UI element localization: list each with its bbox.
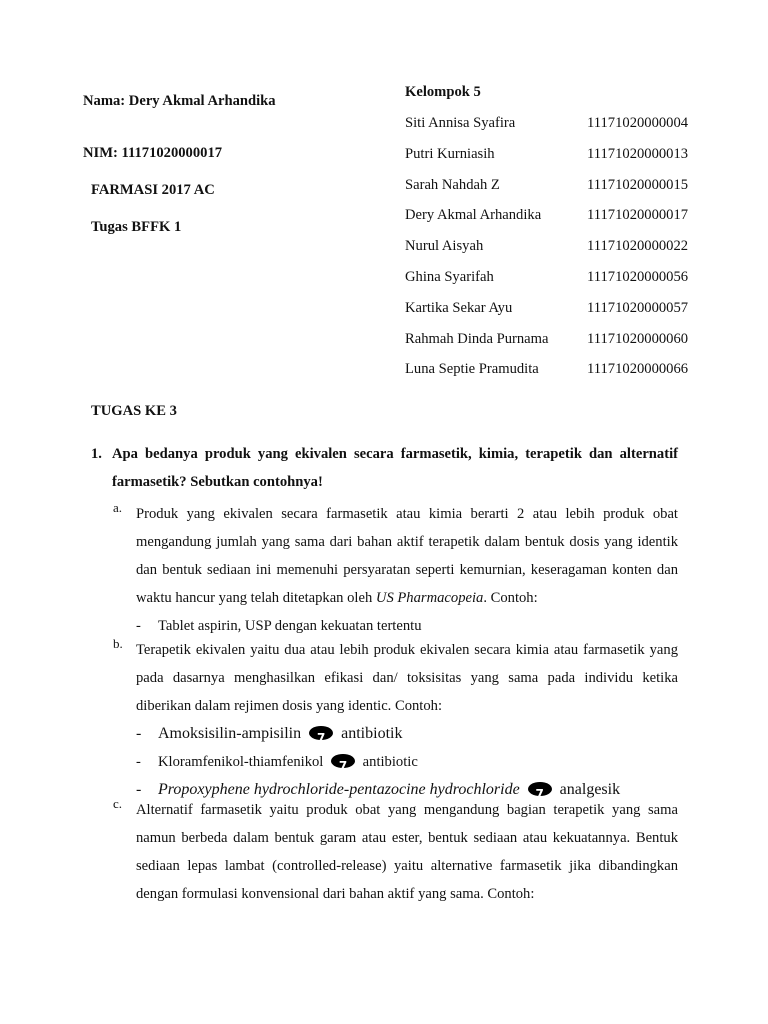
table-row [405, 146, 705, 177]
answer-item-a [113, 500, 678, 640]
item-a-text: Produk yang ekivalen secara farmasetik atau kimia berarti 2 atau lebih produk obat mengandung jumlah yang sama dari bahan aktif terapetik dalam bentuk dosis yang identik dan bentuk sediaan ini memenuhi persyaratan seperti kemurnian, keseragaman konten dan waktu hancur yang telah ditetapkan oleh US Pharmacopeia. Contoh: [136, 506, 678, 606]
task-label: Tugas BFFK 1 [91, 219, 182, 235]
member-name: Luna Septie Pramudita [405, 361, 539, 378]
question-number: 1. [91, 446, 102, 462]
member-nim: 11171020000022 [587, 238, 689, 255]
item-c-text: Alternatif farmasetik yaitu produk obat yang mengandung bagian terapetik yang sama namun berbeda dalam bentuk garam atau ester, bentuk sediaan atau kekuatannya. Bentuk sediaan lepas lambat (controlled-release) yaitu alternative farmasetik jika dibandingkan dengan formulasi konvensional dari bahan aktif yang sama. Contoh: [136, 802, 678, 902]
drug-effect: antibiotic [362, 754, 418, 770]
group-member-table [405, 115, 705, 392]
drug-effect: antibiotik [341, 725, 403, 742]
member-nim: 11171020000057 [587, 299, 689, 316]
item-letter: c. [113, 796, 123, 811]
drug-pair: Propoxyphene hydrochloride-pentazocine hydrochloride [158, 781, 520, 798]
member-name: Dery Akmal Arhandika [405, 207, 542, 224]
table-row [405, 207, 705, 238]
member-name: Ghina Syarifah [405, 268, 494, 285]
member-nim: 11171020000060 [587, 330, 689, 347]
question-1 [91, 440, 678, 496]
member-name: Kartika Sekar Ayu [405, 299, 513, 316]
item-letter: a. [113, 500, 123, 515]
member-nim: 11171020000056 [587, 268, 689, 285]
table-row [405, 177, 705, 208]
member-nim: 11171020000004 [587, 115, 689, 131]
list-item: - Amoksisilin-ampisilin 7 antibiotik [136, 720, 678, 748]
table-row [405, 300, 705, 331]
program-label: FARMASI 2017 AC [91, 182, 215, 198]
member-name: Rahmah Dinda Purnama [405, 330, 549, 347]
group-title: Kelompok 5 [405, 84, 481, 100]
arrow-icon [331, 754, 355, 768]
arrow-icon [309, 726, 333, 740]
list-item: - Tablet aspirin, USP dengan kekuatan tertentu [136, 618, 422, 634]
drug-pair: Kloramfenikol-thiamfenikol [158, 754, 324, 770]
item-b-text: Terapetik ekivalen yaitu dua atau lebih produk ekivalen secara kimia atau farmasetik yang pada dasarnya menghasilkan efikasi dan/ toksisitas yang sama pada individu ketika diberikan dalam rejimen dosis yang identic. Contoh: [136, 642, 678, 714]
list-item: - Kloramfenikol-thiamfenikol 7 antibiotic [136, 748, 678, 776]
section-title: TUGAS KE 3 [91, 403, 177, 419]
member-name: Siti Annisa Syafira [405, 115, 516, 131]
student-nim: NIM: 11171020000017 [83, 145, 223, 161]
member-name: Putri Kurniasih [405, 145, 495, 162]
member-nim: 11171020000015 [587, 176, 689, 193]
table-row [405, 361, 705, 392]
member-nim: 11171020000013 [587, 145, 689, 162]
question-text: Apa bedanya produk yang ekivalen secara farmasetik, kimia, terapetik dan alternatif farmasetik? Sebutkan contohnya! [112, 446, 678, 490]
member-nim: 11171020000066 [587, 361, 689, 378]
arrow-icon [528, 782, 552, 796]
bullet-text: Tablet aspirin, USP dengan kekuatan tertentu [158, 618, 422, 634]
member-nim: 11171020000017 [587, 207, 689, 224]
table-row [405, 331, 705, 362]
item-letter: b. [113, 636, 123, 651]
student-name: Nama: Dery Akmal Arhandika [83, 93, 276, 109]
list-item: - Propoxyphene hydrochloride-pentazocine hydrochloride 7 analgesik [136, 776, 678, 804]
member-name: Nurul Aisyah [405, 238, 484, 255]
table-row [405, 238, 705, 269]
answer-item-c [113, 796, 678, 908]
table-row [405, 269, 705, 300]
member-name: Sarah Nahdah Z [405, 176, 500, 193]
answer-item-b [113, 636, 678, 804]
drug-effect: analgesik [559, 781, 621, 798]
drug-pair: Amoksisilin-ampisilin [158, 725, 302, 742]
table-row [405, 115, 705, 146]
